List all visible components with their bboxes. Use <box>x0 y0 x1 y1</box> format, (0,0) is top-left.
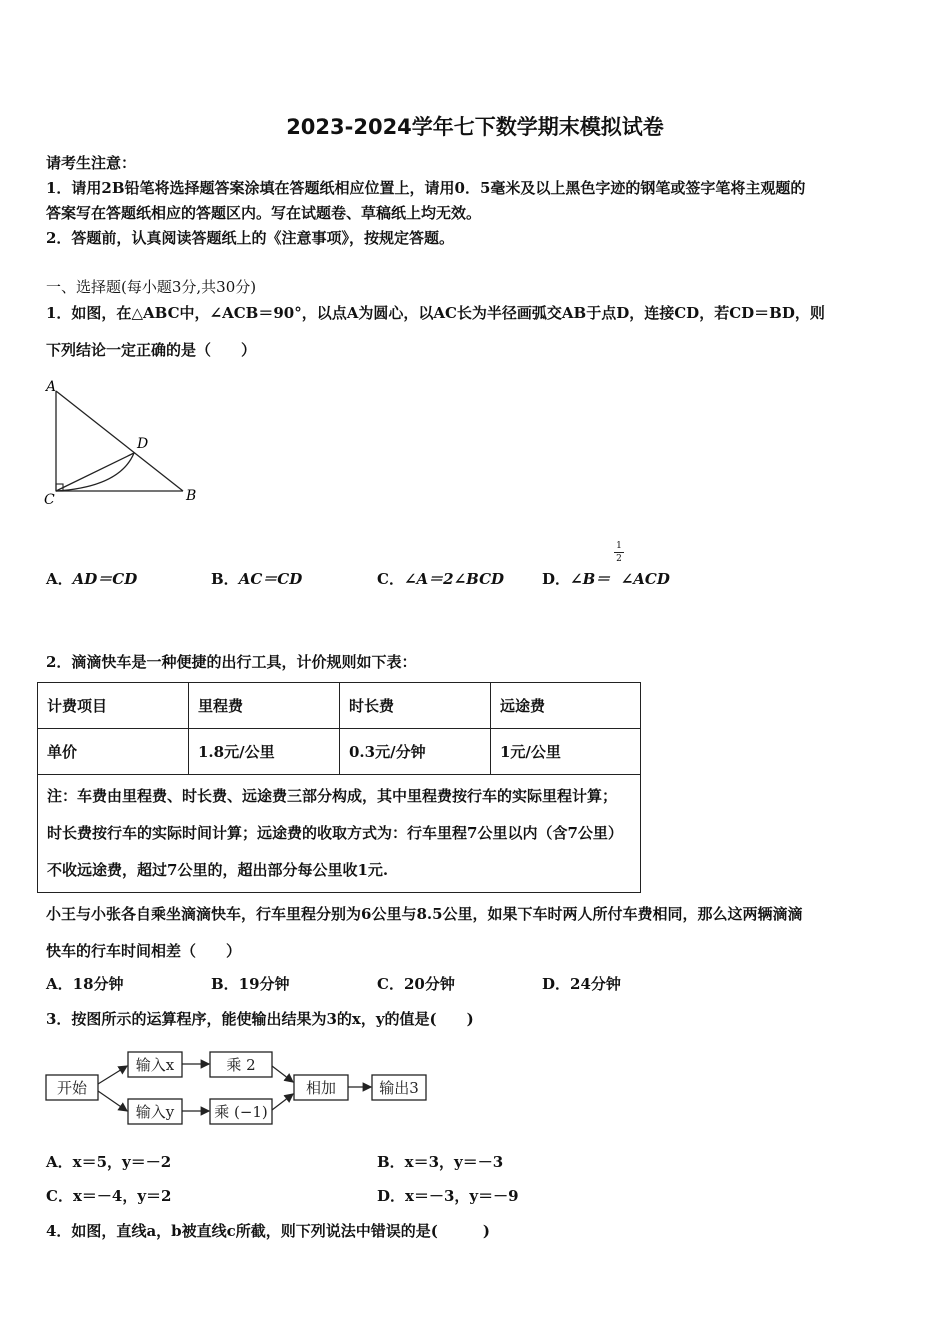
table-header-row <box>38 683 641 729</box>
q1-stem-line-2: 下列结论一定正确的是（ ） <box>46 341 257 359</box>
label-c: C <box>44 492 55 508</box>
q1-option-c-prefix: C． <box>377 570 404 588</box>
table-header-cell: 远途费 <box>491 683 641 729</box>
flow-input-x-label: 输入x <box>135 1056 175 1074</box>
table-cell: 1元/公里 <box>491 729 641 775</box>
q4-stem: 4．如图，直线a，b被直线c所截，则下列说法中错误的是( ) <box>46 1222 490 1240</box>
table-header-cell: 计费项目 <box>38 683 189 729</box>
q1-option-d-prefix: D． <box>542 570 571 588</box>
fraction-denominator: 2 <box>616 554 622 564</box>
q2-option-d[interactable]: D．24分钟 <box>542 975 621 993</box>
table-cell: 0.3元/分钟 <box>340 729 491 775</box>
table-note-row <box>38 775 641 893</box>
flow-arrow <box>98 1066 127 1084</box>
table-header-cell: 时长费 <box>340 683 491 729</box>
q1-option-b-prefix: B． <box>211 570 239 588</box>
side-ab <box>56 391 183 491</box>
q3-option-c[interactable]: C．x＝－4，y＝2 <box>46 1187 172 1205</box>
q1-triangle-figure <box>40 374 210 509</box>
q1-option-b-text: AC＝CD <box>238 570 303 588</box>
q2-option-b[interactable]: B．19分钟 <box>211 975 290 993</box>
notice-line-1: 1．请用2B铅笔将选择题答案涂填在答题纸相应位置上，请用0．5毫米及以上黑色字迹的钢笔或签字笔将主观题的 <box>46 179 806 197</box>
q2-stem: 2．滴滴快车是一种便捷的出行工具，计价规则如下表： <box>46 653 417 671</box>
flow-input-y-label: 输入y <box>135 1103 175 1121</box>
q2-option-a[interactable]: A．18分钟 <box>46 975 124 993</box>
q3-flowchart <box>40 1044 440 1129</box>
notice-line-2: 答案写在答题纸相应的答题区内。写在试题卷、草稿纸上均无效。 <box>46 204 482 222</box>
fare-table <box>37 682 641 893</box>
fraction-bar <box>614 552 624 553</box>
table-note: 注：车费由里程费、时长费、远途费三部分构成，其中里程费按行车的实际里程计算；时长费按行车的实际时间计算；远途费的收取方式为：行车里程7公里以内（含7公里）不收远途费，超过7公里的，超出部分每公里收1元. <box>38 775 641 893</box>
flow-output-label: 输出3 <box>379 1079 419 1097</box>
page-title: 2023-2024学年七下数学期末模拟试卷 <box>286 115 664 139</box>
q1-stem-line-1: 1．如图，在△ABC中，∠ACB＝90°，以点A为圆心，以AC长为半径画弧交AB于点D，连接CD，若CD＝BD，则 <box>46 304 825 322</box>
table-cell: 1.8元/公里 <box>189 729 340 775</box>
q1-option-c-text: ∠A＝2∠BCD <box>403 570 505 588</box>
table-header-cell: 里程费 <box>189 683 340 729</box>
q1-option-a-prefix: A． <box>46 570 73 588</box>
section-heading: 一、选择题(每小题3分,共30分) <box>46 278 257 296</box>
segment-cd <box>56 453 134 491</box>
q3-option-d[interactable]: D．x＝－3，y＝－9 <box>377 1187 519 1205</box>
flow-add-label: 相加 <box>305 1079 337 1097</box>
q1-option-a-text: AD＝CD <box>72 570 138 588</box>
q2-body-line-1: 小王与小张各自乘坐滴滴快车，行车里程分别为6公里与8.5公里，如果下车时两人所付车费相同，那么这两辆滴滴 <box>46 905 803 923</box>
fraction-numerator: 1 <box>616 541 622 551</box>
q1-option-d[interactable] <box>542 568 670 589</box>
q2-option-c[interactable]: C．20分钟 <box>377 975 455 993</box>
notice-line-3: 2．答题前，认真阅读答题纸上的《注意事项》，按规定答题。 <box>46 229 454 247</box>
q1-option-b[interactable] <box>211 568 302 589</box>
q1-option-c[interactable] <box>377 568 504 589</box>
q3-stem: 3．按图所示的运算程序，能使输出结果为3的x，y的值是( ) <box>46 1010 474 1028</box>
flow-start-label: 开始 <box>56 1079 88 1097</box>
q2-body-line-2: 快车的行车时间相差（ ） <box>46 942 242 960</box>
flow-times-neg1-label: 乘 (−1) <box>214 1103 268 1121</box>
q1-option-a[interactable] <box>46 568 137 589</box>
q3-option-a[interactable]: A．x＝5，y＝－2 <box>46 1153 172 1171</box>
label-a: A <box>46 379 57 395</box>
q1-option-d-fraction <box>614 541 624 564</box>
q3-option-b[interactable]: B．x＝3，y＝－3 <box>377 1153 504 1171</box>
q1-option-d-text: ∠B＝ ∠ACD <box>570 570 670 588</box>
flow-arrow <box>272 1094 293 1110</box>
table-cell: 单价 <box>38 729 189 775</box>
label-d: D <box>137 436 149 452</box>
flow-times-2-label: 乘 2 <box>226 1056 256 1074</box>
flow-arrow <box>98 1091 127 1111</box>
flow-arrow <box>272 1066 293 1082</box>
label-b: B <box>186 488 197 504</box>
notice-heading: 请考生注意： <box>46 154 137 172</box>
table-row <box>38 729 641 775</box>
